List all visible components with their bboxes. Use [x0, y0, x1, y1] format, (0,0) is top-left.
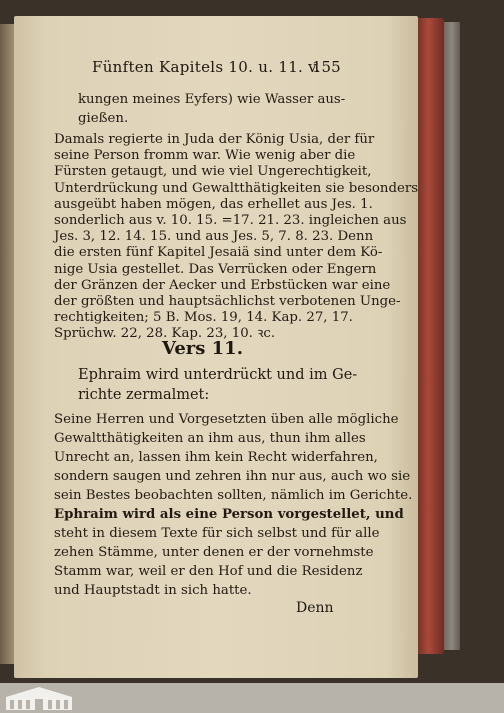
verse-heading: Vers 11.	[162, 338, 243, 359]
text-line: seine Person fromm war. Wie wenig aber die	[54, 148, 356, 164]
text-line: sonderlich aus v. 10. 15. =17. 21. 23. ingleichen aus	[54, 213, 407, 228]
text-line: Jes. 3, 12. 14. 15. und aus Jes. 5, 7. 8. 23. Denn	[54, 229, 374, 245]
verse-line: richte zermalmet:	[78, 387, 210, 403]
text-line: zehen Stämme, unter denen er der vornehmste	[54, 545, 374, 560]
text-line: Seine Herren und Vorgesetzten üben alle mögliche	[54, 412, 399, 427]
text-line: nige Usia gestellet. Das Verrücken oder Engern	[54, 261, 377, 277]
text-line: rechtigkeiten; 5 B. Mos. 19, 14. Kap. 27, 17.	[54, 310, 353, 326]
text-line: steht in diesem Texte für sich selbst und für alle	[54, 526, 380, 541]
text-line: Unterdrückung und Gewaltthätigkeiten sie besonders	[54, 180, 419, 196]
text-line: der größten und hauptsächlichst verbotenen Unge-	[54, 294, 401, 309]
library-footer-bar	[0, 683, 504, 713]
text-line: Stamm war, weil er den Hof und die Residenz	[54, 564, 363, 579]
text-line: Damals regierte in Juda der König Usia, der für	[54, 132, 375, 147]
text-line: und Hauptstadt in sich hatte.	[54, 583, 252, 598]
text-line: die ersten fünf Kapitel Jesaiä sind unter dem Kö-	[54, 245, 383, 261]
text-line: Ephraim wird als eine Person vorgestellet, und	[54, 507, 404, 522]
text-line: sondern saugen und zehren ihn nur aus, auch wo sie	[54, 469, 411, 484]
text-line: gießen.	[78, 111, 129, 126]
running-head: Fünften Kapitels 10. u. 11. v.	[92, 58, 321, 76]
text-line: kungen meines Eyfers) wie Wasser aus-	[78, 92, 346, 107]
page-number: 155	[312, 58, 341, 76]
text-line: Gewaltthätigkeiten an ihm aus, thun ihm alles	[54, 431, 366, 446]
book-cover-edge	[444, 22, 460, 650]
text-line: sein Bestes beobachten sollten, nämlich im Gerichte.	[54, 488, 413, 503]
text-line: ausgeübt haben mögen, das erhellet aus Jes. 1.	[54, 196, 373, 212]
text-line: Fürsten getaugt, und wie viel Ungerechtigkeit,	[54, 164, 372, 180]
page-edge-red	[418, 18, 444, 654]
verse-line: Ephraim wird unterdrückt und im Ge-	[78, 367, 358, 383]
text-line: der Gränzen der Aecker und Erbstücken war eine	[54, 277, 391, 293]
text-line: Sprüchw. 22, 28. Kap. 23, 10. ꝛc.	[54, 326, 276, 342]
library-building-icon	[4, 685, 74, 711]
catchword: Denn	[296, 600, 334, 616]
text-line: Unrecht an, lassen ihm kein Recht widerfahren,	[54, 450, 378, 465]
